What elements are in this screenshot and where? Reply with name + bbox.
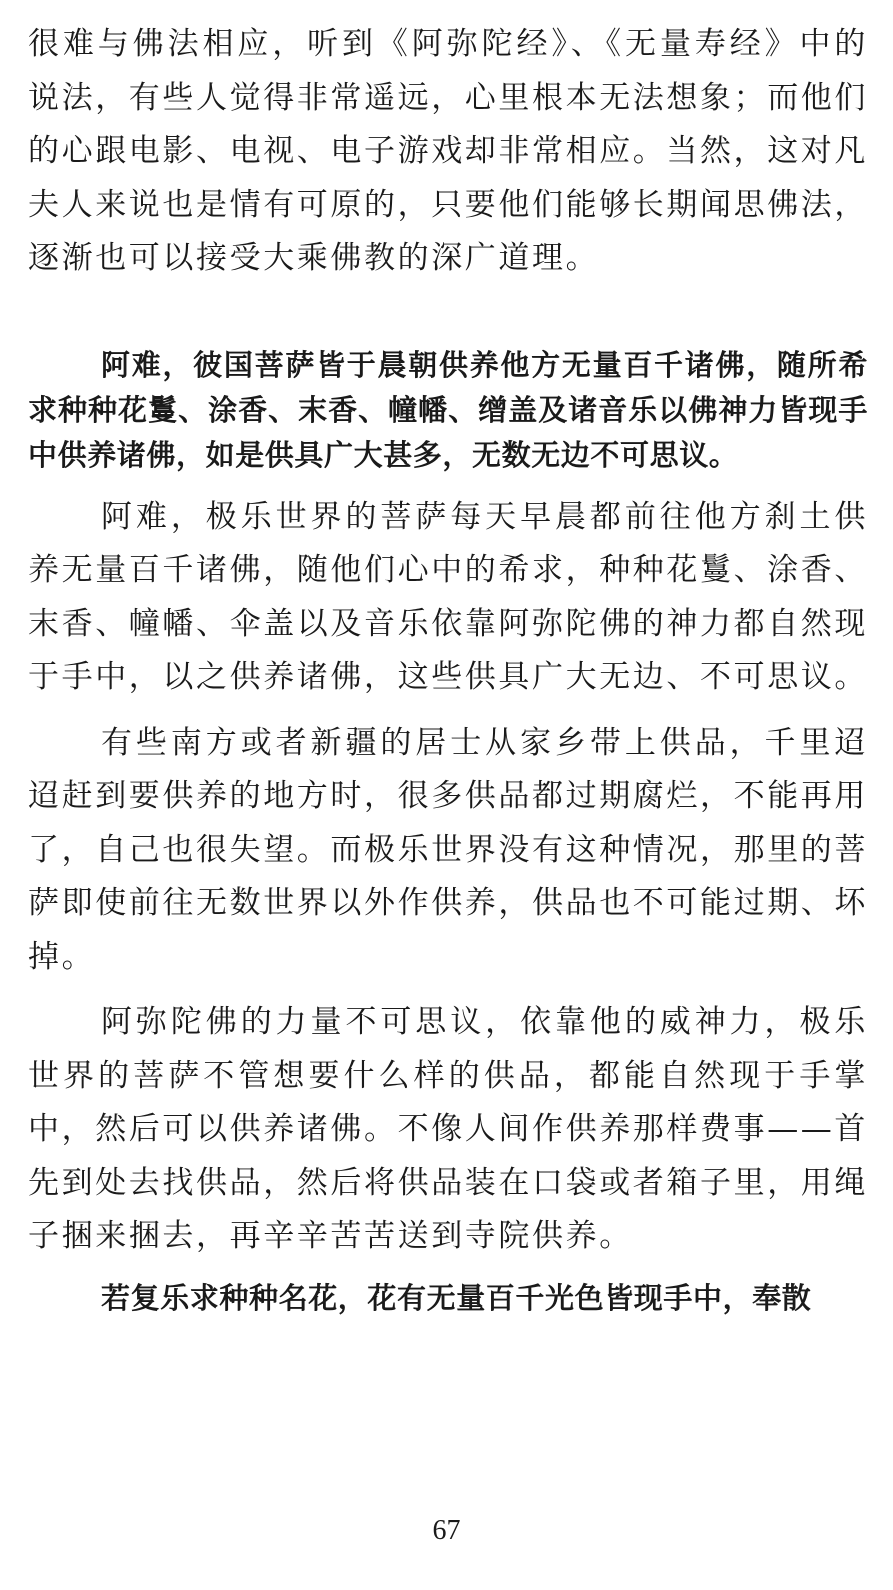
commentary-paragraph-3: 阿弥陀佛的力量不可思议，依靠他的威神力，极乐世界的菩萨不管想要什么样的供品，都能自然现于手掌中，然后可以供养诸佛。不像人间作供养那样费事——首先到处去找供品，然后将供品装在口袋或者箱子里，用绳子捆来捆去，再辛辛苦苦送到寺院供养。 [28,1004,868,1254]
sutra-paragraph-1: 阿难，彼国菩萨皆于晨朝供养他方无量百千诸佛，随所希求种种花鬘、涂香、末香、幢幡、缯盖及诸音乐以佛神力皆现手中供养诸佛，如是供具广大甚多，无数无边不可思议。 [28,347,868,472]
commentary-paragraph-top: 很难与佛法相应，听到《阿弥陀经》、《无量寿经》中的说法，有些人觉得非常遥远，心里根本无法想象；而他们的心跟电影、电视、电子游戏却非常相应。当然，这对凡夫人来说也是情有可原的，只要他们能够长期闻思佛法，逐渐也可以接受大乘佛教的深广道理。 [28,26,868,276]
page-body [28,18,868,1321]
commentary-paragraph-1: 阿难，极乐世界的菩萨每天早晨都前往他方刹土供养无量百千诸佛，随他们心中的希求，种种花鬘、涂香、末香、幢幡、伞盖以及音乐依靠阿弥陀佛的神力都自然现于手中，以之供养诸佛，这些供具广大无边、不可思议。 [28,498,868,695]
page-number: 67 [432,1515,461,1546]
sutra-paragraph-2: 若复乐求种种名花，花有无量百千光色皆现手中，奉散 [101,1280,812,1315]
commentary-paragraph-2: 有些南方或者新疆的居士从家乡带上供品，千里迢迢赶到要供养的地方时，很多供品都过期腐烂，不能再用了，自己也很失望。而极乐世界没有这种情况，那里的菩萨即使前往无数世界以外作供养，供品也不可能过期、坏掉。 [28,724,868,975]
